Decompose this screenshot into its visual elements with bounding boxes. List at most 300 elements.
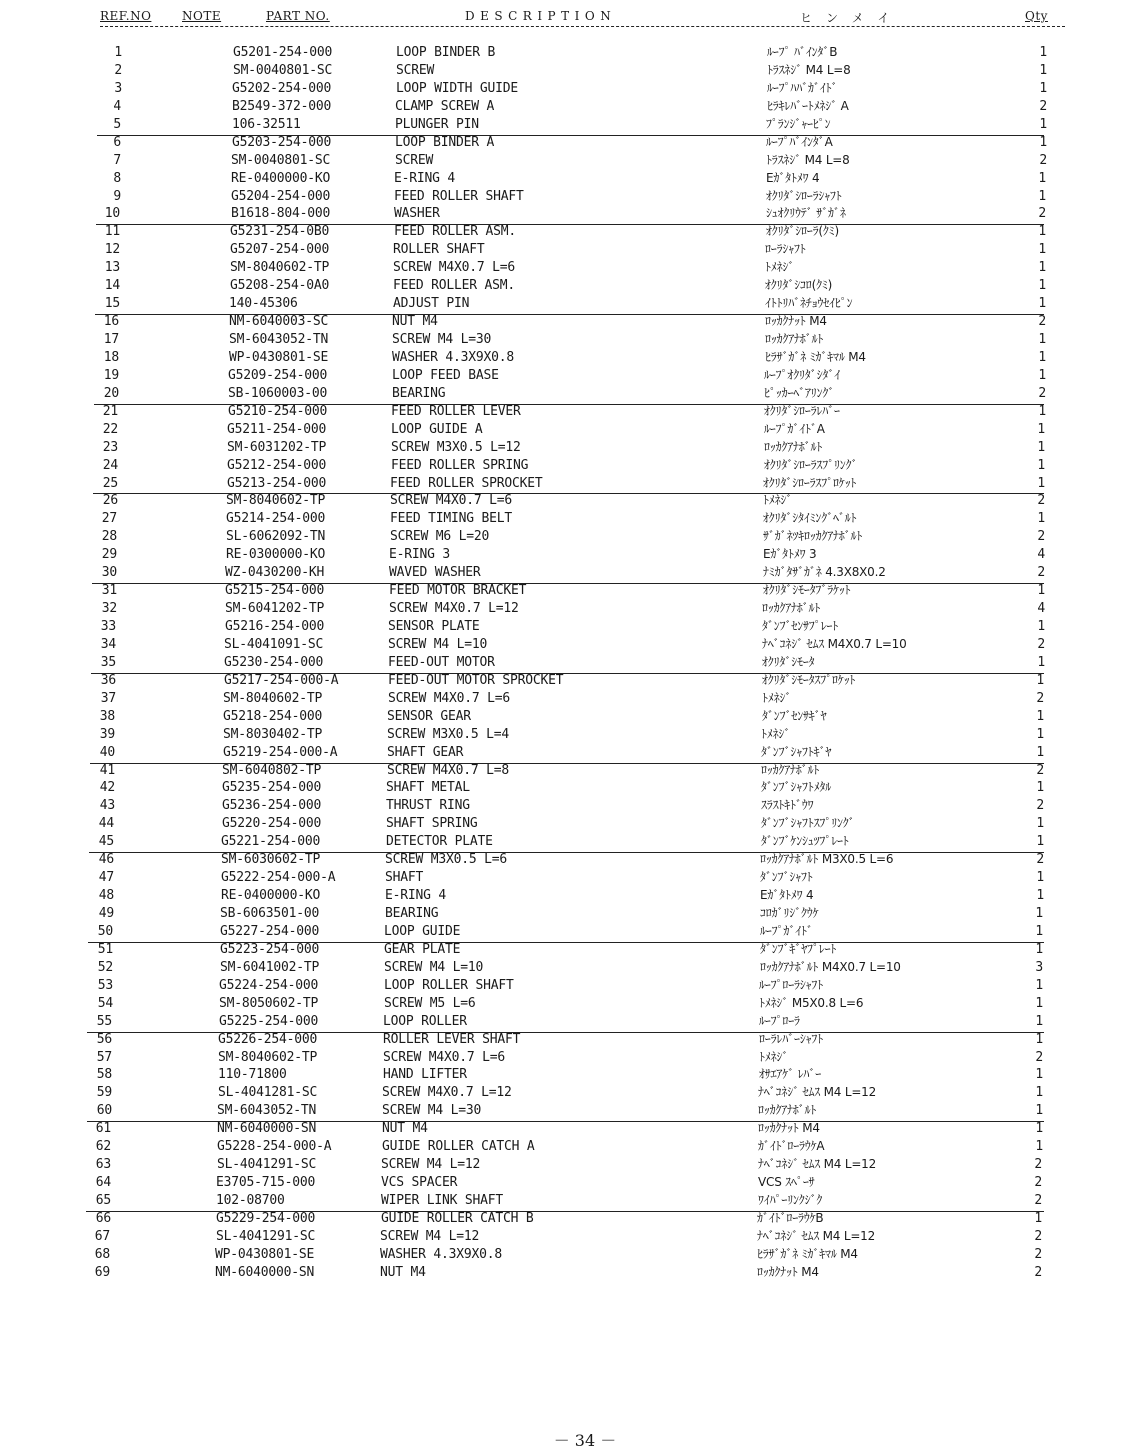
qty-cell: 2 <box>1037 529 1045 545</box>
ref-no-cell: 47 <box>98 870 114 886</box>
part-no-cell: G5226-254-000 <box>218 1031 318 1047</box>
ref-no-cell: 67 <box>94 1228 110 1244</box>
table-row <box>0 636 1142 654</box>
description-cell: CLAMP SCREW A <box>395 98 495 114</box>
kana-name-cell: ﾙｰﾌﾟﾛｰﾗｼｬﾌﾄ <box>759 977 824 992</box>
qty-cell: 4 <box>1037 601 1045 617</box>
description-cell: LOOP WIDTH GUIDE <box>396 80 519 96</box>
description-cell: SHAFT <box>385 870 424 886</box>
qty-cell: 1 <box>1035 1121 1043 1137</box>
description-cell: E-RING 4 <box>385 888 447 904</box>
description-cell: SCREW M3X0.5 L=6 <box>385 852 508 868</box>
table-row <box>0 295 1142 313</box>
kana-name-cell: ｵｸﾘﾀﾞｼﾓｰﾀﾌﾞﾗｹｯﾄ <box>763 583 851 598</box>
table-row <box>0 205 1142 223</box>
ref-no-cell: 56 <box>96 1031 112 1047</box>
ref-no-cell: 51 <box>97 941 113 957</box>
qty-cell: 2 <box>1034 1264 1042 1280</box>
description-cell: SCREW M4 L=12 <box>380 1228 480 1244</box>
qty-cell: 1 <box>1038 170 1046 186</box>
part-no-cell: SB-1060003-00 <box>228 385 328 401</box>
kana-name-cell: ﾅﾍﾞｺﾈｼﾞ ｾﾑｽ M4 L=12 <box>757 1228 876 1243</box>
ref-no-cell: 6 <box>113 134 121 150</box>
table-row <box>0 815 1142 833</box>
qty-cell: 2 <box>1034 1193 1042 1208</box>
kana-name-cell: ﾀﾞﾝﾌﾞｹﾝｼｭﾂﾌﾟﾚｰﾄ <box>761 834 849 849</box>
part-no-cell: SB-6063501-00 <box>220 906 320 921</box>
table-row <box>0 1120 1142 1138</box>
ref-no-cell: 65 <box>95 1193 111 1208</box>
qty-cell: 1 <box>1038 224 1046 240</box>
part-no-cell: 102-08700 <box>216 1193 285 1208</box>
header-kana-name: ヒンメイ <box>800 11 904 25</box>
part-no-cell: G5229-254-000 <box>216 1210 316 1226</box>
description-cell: LOOP GUIDE A <box>391 421 483 437</box>
kana-name-cell: ﾋﾗｻﾞｶﾞﾈ ﾐｶﾞｷﾏﾙ M4 <box>765 349 866 364</box>
description-cell: GEAR PLATE <box>384 941 461 957</box>
description-cell: SCREW M4X0.7 L=12 <box>382 1085 512 1101</box>
kana-name-cell: ｲﾄﾄﾘﾊﾞﾈﾁｮｳｾｲﾋﾟﾝ <box>765 296 853 311</box>
kana-name-cell: ﾄﾗｽﾈｼﾞ M4 L=8 <box>766 152 850 167</box>
part-no-cell: 140-45306 <box>229 296 298 312</box>
ref-no-cell: 4 <box>113 98 121 114</box>
table-row <box>0 1138 1142 1156</box>
qty-cell: 1 <box>1036 708 1044 724</box>
part-no-cell: G5204-254-000 <box>231 188 331 204</box>
description-cell: ROLLER LEVER SHAFT <box>383 1031 521 1047</box>
part-no-cell: G5221-254-000 <box>221 834 321 850</box>
kana-name-cell: ｺﾛｶﾞﾘｼﾞｸｳｹ <box>760 906 819 920</box>
table-row <box>0 905 1142 923</box>
ref-no-cell: 25 <box>102 475 118 491</box>
part-no-cell: RE-0400000-KO <box>231 170 331 186</box>
ref-no-cell: 36 <box>100 672 116 688</box>
table-row <box>0 672 1142 690</box>
part-no-cell: SL-4041091-SC <box>224 636 324 652</box>
part-no-cell: RE-0400000-KO <box>221 888 321 904</box>
description-cell: NUT M4 <box>382 1121 428 1137</box>
ref-no-cell: 2 <box>114 62 122 78</box>
ref-no-cell: 9 <box>113 188 121 204</box>
qty-cell: 1 <box>1034 1210 1042 1226</box>
kana-name-cell: ﾋﾟｯｶｰﾍﾞｱﾘﾝｸﾞ <box>764 385 835 400</box>
table-header <box>100 6 1065 27</box>
ref-no-cell: 68 <box>94 1246 110 1262</box>
part-no-cell: SM-6041202-TP <box>225 601 325 617</box>
ref-no-cell: 8 <box>113 170 121 186</box>
qty-cell: 1 <box>1038 260 1046 276</box>
qty-cell: 2 <box>1037 636 1045 652</box>
description-cell: SCREW M4 L=30 <box>382 1103 482 1119</box>
part-no-cell: WP-0430801-SE <box>215 1246 315 1262</box>
ref-no-cell: 46 <box>98 852 114 868</box>
part-no-cell: SM-8040602-TP <box>230 260 330 276</box>
kana-name-cell: ﾛｯｶｸﾅｯﾄ M4 <box>758 1121 820 1136</box>
kana-name-cell: ﾀﾞﾝﾌﾞｼｬﾌﾄﾒﾀﾙ <box>761 780 832 795</box>
table-row <box>0 869 1142 887</box>
kana-name-cell: ﾀﾞﾝﾌﾞｾﾝｻﾌﾟﾚｰﾄ <box>762 619 839 633</box>
table-row <box>0 1084 1142 1102</box>
qty-cell: 1 <box>1035 941 1043 957</box>
qty-cell: 1 <box>1038 332 1046 347</box>
qty-cell: 1 <box>1038 278 1046 294</box>
part-no-cell: G5211-254-000 <box>227 421 327 437</box>
ref-no-cell: 53 <box>97 977 113 993</box>
description-cell: WASHER <box>394 206 440 222</box>
qty-cell: 2 <box>1037 565 1045 581</box>
kana-name-cell: ﾀﾞﾝﾌﾞｼｬﾌﾄｷﾞﾔ <box>761 744 832 759</box>
kana-name-cell: ﾛｰﾗｼｬﾌﾄ <box>765 242 806 257</box>
kana-name-cell: ﾄﾒﾈｼﾞ <box>759 1049 789 1064</box>
ref-no-cell: 30 <box>101 565 117 581</box>
header-part-no: PART NO. <box>266 9 330 23</box>
kana-name-cell: ﾀﾞﾝﾌﾞｾﾝｻｷﾞﾔ <box>762 708 827 723</box>
kana-name-cell: ｵｸﾘﾀﾞｼﾓｰﾀ <box>762 654 815 669</box>
header-qty: Qty <box>1025 9 1048 23</box>
table-row <box>0 44 1142 62</box>
qty-cell: 1 <box>1038 349 1046 365</box>
ref-no-cell: 5 <box>113 116 121 132</box>
qty-cell: 2 <box>1034 1228 1042 1244</box>
part-no-cell: RE-0300000-KO <box>226 547 326 563</box>
table-row <box>0 492 1142 510</box>
qty-cell: 2 <box>1036 852 1044 868</box>
table-row <box>0 80 1142 98</box>
part-no-cell: G5216-254-000 <box>225 619 325 634</box>
part-no-cell: G5210-254-000 <box>228 403 328 419</box>
ref-no-cell: 43 <box>99 798 115 814</box>
qty-cell: 1 <box>1037 511 1045 527</box>
part-no-cell: G5208-254-0A0 <box>230 278 330 294</box>
ref-no-cell: 19 <box>103 367 119 383</box>
qty-cell: 1 <box>1039 80 1047 96</box>
description-cell: FEED ROLLER SPRING <box>391 457 529 473</box>
ref-no-cell: 13 <box>104 260 120 276</box>
part-no-cell: SM-8040602-TP <box>226 493 326 509</box>
qty-cell: 1 <box>1036 888 1044 904</box>
description-cell: VCS SPACER <box>381 1175 458 1191</box>
kana-name-cell: ｵｸﾘﾀﾞｼﾛｰﾗｽﾌﾟﾘﾝｸﾞ <box>764 457 858 472</box>
description-cell: FEED ROLLER SHAFT <box>394 188 524 204</box>
kana-name-cell: Eｶﾞﾀﾄﾒﾜ 4 <box>766 170 820 185</box>
description-cell: BEARING <box>392 385 446 401</box>
kana-name-cell: ﾙｰﾌﾟ ﾊﾞｲﾝﾀﾞB <box>767 45 838 59</box>
description-cell: SCREW M4X0.7 L=6 <box>390 493 513 509</box>
kana-name-cell: ﾙｰﾌﾟﾊﾞｲﾝﾀﾞA <box>766 134 833 149</box>
description-cell: SCREW M4X0.7 L=6 <box>383 1049 506 1065</box>
kana-name-cell: ﾀﾞﾝﾌﾞｼｬﾌﾄ <box>760 870 813 885</box>
kana-name-cell: ﾙｰﾌﾟﾛｰﾗ <box>759 1013 800 1028</box>
description-cell: FEED-OUT MOTOR <box>388 654 495 670</box>
ref-no-cell: 33 <box>100 619 116 634</box>
table-row <box>0 654 1142 672</box>
ref-no-cell: 58 <box>96 1067 112 1083</box>
qty-cell: 3 <box>1035 959 1043 975</box>
qty-cell: 1 <box>1035 906 1043 921</box>
qty-cell: 1 <box>1039 134 1047 150</box>
description-cell: LOOP BINDER B <box>396 45 496 60</box>
qty-cell: 1 <box>1035 1085 1043 1101</box>
part-no-cell: NM-6040000-SN <box>215 1264 315 1280</box>
description-cell: SCREW M4 L=12 <box>381 1157 481 1173</box>
ref-no-cell: 32 <box>101 601 117 617</box>
qty-cell: 1 <box>1036 780 1044 796</box>
description-cell: LOOP ROLLER SHAFT <box>384 977 514 993</box>
description-cell: WIPER LINK SHAFT <box>381 1193 504 1208</box>
table-row <box>0 779 1142 797</box>
qty-cell: 1 <box>1036 870 1044 886</box>
part-no-cell: G5235-254-000 <box>222 780 322 796</box>
qty-cell: 1 <box>1036 744 1044 760</box>
table-row <box>0 98 1142 116</box>
table-row <box>0 941 1142 959</box>
kana-name-cell: ﾄﾒﾈｼﾞ <box>762 690 792 705</box>
ref-no-cell: 50 <box>97 923 113 939</box>
ref-no-cell: 22 <box>102 421 118 437</box>
kana-name-cell: ﾋﾗｻﾞｶﾞﾈ ﾐｶﾞｷﾏﾙ M4 <box>757 1246 858 1261</box>
kana-name-cell: ﾀﾞﾝﾌﾞｷﾞﾔﾌﾟﾚｰﾄ <box>760 941 837 956</box>
table-row <box>0 528 1142 546</box>
part-no-cell: SL-4041291-SC <box>217 1157 317 1173</box>
qty-cell: 1 <box>1036 816 1044 832</box>
part-no-cell: G5224-254-000 <box>219 977 319 993</box>
ref-no-cell: 18 <box>103 349 119 365</box>
kana-name-cell: ﾙｰﾌﾟｶﾞｲﾄﾞA <box>764 421 825 436</box>
ref-no-cell: 37 <box>100 690 116 706</box>
part-no-cell: NM-6040000-SN <box>217 1121 317 1137</box>
part-no-cell: G5202-254-000 <box>232 80 332 96</box>
table-row <box>0 546 1142 564</box>
qty-cell: 1 <box>1038 367 1046 383</box>
table-row <box>0 977 1142 995</box>
kana-name-cell: ﾛｯｶｸｱﾅﾎﾞﾙﾄ <box>764 439 823 454</box>
part-no-cell: G5236-254-000 <box>222 798 322 814</box>
part-no-cell: SL-4041281-SC <box>218 1085 318 1101</box>
ref-no-cell: 57 <box>96 1049 112 1065</box>
qty-cell: 1 <box>1037 421 1045 437</box>
table-row <box>0 241 1142 259</box>
qty-cell: 1 <box>1037 654 1045 670</box>
table-row <box>0 1264 1142 1282</box>
ref-no-cell: 26 <box>102 493 118 509</box>
description-cell: LOOP BINDER A <box>395 134 495 150</box>
ref-no-cell: 42 <box>99 780 115 796</box>
ref-no-cell: 63 <box>95 1157 111 1173</box>
kana-name-cell: ﾅﾍﾞｺﾈｼﾞ ｾﾑｽ M4 L=12 <box>758 1085 877 1100</box>
part-no-cell: G5231-254-0B0 <box>230 224 330 240</box>
table-row <box>0 385 1142 403</box>
table-row <box>0 833 1142 851</box>
kana-name-cell: ﾄﾒﾈｼﾞ M5X0.8 L=6 <box>759 995 864 1010</box>
part-no-cell: SM-6043052-TN <box>217 1103 317 1119</box>
kana-name-cell: ﾜｲﾊﾟｰﾘﾝｸｼﾞｸ <box>758 1193 823 1207</box>
description-cell: GUIDE ROLLER CATCH A <box>382 1139 535 1155</box>
ref-no-cell: 24 <box>102 457 118 473</box>
qty-cell: 2 <box>1036 798 1044 814</box>
description-cell: FEED MOTOR BRACKET <box>389 583 527 599</box>
kana-name-cell: ﾅﾍﾞｺﾈｼﾞ ｾﾑｽ M4X0.7 L=10 <box>762 636 907 651</box>
description-cell: SCREW M4X0.7 L=8 <box>387 762 510 778</box>
table-row <box>0 1192 1142 1210</box>
kana-name-cell: Eｶﾞﾀﾄﾒﾜ 4 <box>760 888 814 903</box>
ref-no-cell: 1 <box>114 45 122 60</box>
table-row <box>0 1031 1142 1049</box>
table-row <box>0 475 1142 493</box>
ref-no-cell: 64 <box>95 1175 111 1191</box>
description-cell: GUIDE ROLLER CATCH B <box>381 1210 534 1226</box>
kana-name-cell: ﾛｯｶｸﾅｯﾄ M4 <box>757 1264 819 1279</box>
ref-no-cell: 61 <box>95 1121 111 1137</box>
description-cell: ROLLER SHAFT <box>393 242 485 258</box>
qty-cell: 2 <box>1036 762 1044 778</box>
part-no-cell: G5218-254-000 <box>223 708 323 724</box>
table-row <box>0 367 1142 385</box>
description-cell: SCREW M4X0.7 L=6 <box>388 690 511 706</box>
ref-no-cell: 27 <box>101 511 117 527</box>
description-cell: SCREW <box>395 152 434 168</box>
qty-cell: 1 <box>1038 296 1046 312</box>
description-cell: ADJUST PIN <box>393 296 470 312</box>
kana-name-cell: ﾛｯｶｸｱﾅﾎﾞﾙﾄ <box>762 601 821 616</box>
table-row <box>0 134 1142 152</box>
qty-cell: 2 <box>1034 1175 1042 1191</box>
kana-name-cell: ﾛｯｶｸｱﾅﾎﾞﾙﾄ M4X0.7 L=10 <box>760 959 901 974</box>
part-no-cell: E3705-715-000 <box>216 1175 316 1191</box>
part-no-cell: G5220-254-000 <box>222 816 322 832</box>
description-cell: BEARING <box>385 906 439 921</box>
header-ref-no: REF.NO <box>100 9 152 23</box>
description-cell: SCREW M6 L=20 <box>390 529 490 545</box>
qty-cell: 1 <box>1038 403 1046 419</box>
description-cell: SCREW M4 L=10 <box>384 959 484 975</box>
ref-no-cell: 52 <box>97 959 113 975</box>
ref-no-cell: 69 <box>94 1264 110 1280</box>
table-row <box>0 313 1142 331</box>
table-row <box>0 349 1142 367</box>
table-row <box>0 582 1142 600</box>
description-cell: FEED ROLLER ASM. <box>394 224 517 240</box>
description-cell: FEED-OUT MOTOR SPROCKET <box>388 672 564 688</box>
part-no-cell: G5217-254-000-A <box>224 672 339 688</box>
ref-no-cell: 29 <box>101 547 117 563</box>
ref-no-cell: 3 <box>114 80 122 96</box>
ref-no-cell: 38 <box>99 708 115 724</box>
description-cell: SENSOR GEAR <box>387 708 471 724</box>
ref-no-cell: 40 <box>99 744 115 760</box>
part-no-cell: SM-6040802-TP <box>222 762 322 778</box>
part-no-cell: SM-6031202-TP <box>227 439 327 455</box>
table-row <box>0 923 1142 941</box>
table-row <box>0 1156 1142 1174</box>
description-cell: SENSOR PLATE <box>388 619 480 634</box>
table-row <box>0 1246 1142 1264</box>
table-row <box>0 887 1142 905</box>
kana-name-cell: ｼｭｵｸﾘｳﾃﾞ ｻﾞｶﾞﾈ <box>766 206 846 221</box>
table-row <box>0 1049 1142 1067</box>
table-row <box>0 1066 1142 1084</box>
qty-cell: 1 <box>1037 583 1045 599</box>
qty-cell: 2 <box>1038 314 1046 330</box>
qty-cell: 1 <box>1036 726 1044 742</box>
part-no-cell: G5227-254-000 <box>220 923 320 939</box>
ref-no-cell: 23 <box>102 439 118 455</box>
kana-name-cell: ﾛｯｶｸｱﾅﾎﾞﾙﾄ M3X0.5 L=6 <box>760 852 894 867</box>
table-row <box>0 959 1142 977</box>
part-no-cell: SL-4041291-SC <box>216 1228 316 1244</box>
qty-cell: 1 <box>1038 242 1046 258</box>
kana-name-cell: ﾛｯｶｸｱﾅﾎﾞﾙﾄ <box>758 1103 817 1118</box>
description-cell: E-RING 3 <box>389 547 451 563</box>
description-cell: SCREW M4 L=10 <box>388 636 488 652</box>
description-cell: WASHER 4.3X9X0.8 <box>380 1246 503 1262</box>
qty-cell: 1 <box>1037 457 1045 473</box>
kana-name-cell: ﾙｰﾌﾟﾊﾊﾞｶﾞｲﾄﾞ <box>767 80 838 95</box>
ref-no-cell: 20 <box>103 385 119 401</box>
part-no-cell: SM-8050602-TP <box>219 995 319 1011</box>
part-no-cell: G5222-254-000-A <box>221 870 336 886</box>
table-row <box>0 277 1142 295</box>
qty-cell: 1 <box>1035 1031 1043 1047</box>
description-cell: FEED ROLLER LEVER <box>391 403 521 419</box>
kana-name-cell: VCS ｽﾍﾟｰｻ <box>758 1175 815 1190</box>
qty-cell: 1 <box>1036 672 1044 688</box>
ref-no-cell: 31 <box>101 583 117 599</box>
kana-name-cell: ﾛｯｶｸﾅｯﾄ M4 <box>765 314 827 329</box>
qty-cell: 1 <box>1039 116 1047 132</box>
part-no-cell: G5225-254-000 <box>219 1013 319 1029</box>
page-footer <box>0 1428 1142 1451</box>
kana-name-cell: ﾅﾍﾞｺﾈｼﾞ ｾﾑｽ M4 L=12 <box>758 1157 877 1172</box>
ref-no-cell: 62 <box>95 1139 111 1155</box>
ref-no-cell: 66 <box>95 1210 111 1226</box>
description-cell: SCREW M4X0.7 L=12 <box>389 601 519 617</box>
table-row <box>0 708 1142 726</box>
table-row <box>0 1174 1142 1192</box>
part-no-cell: B1618-804-000 <box>231 206 331 222</box>
part-no-cell: G5201-254-000 <box>233 45 333 60</box>
qty-cell: 1 <box>1035 1139 1043 1155</box>
table-row <box>0 331 1142 349</box>
table-row <box>0 421 1142 439</box>
description-cell: SHAFT SPRING <box>386 816 478 832</box>
qty-cell: 2 <box>1038 206 1046 222</box>
qty-cell: 1 <box>1037 619 1045 634</box>
kana-name-cell: ｽﾗｽﾄｷﾄﾞｳﾜ <box>761 798 814 813</box>
part-no-cell: SM-8030402-TP <box>223 726 323 742</box>
qty-cell: 1 <box>1039 45 1047 60</box>
qty-cell: 2 <box>1037 493 1045 509</box>
qty-cell: 2 <box>1036 690 1044 706</box>
kana-name-cell: ｵｸﾘﾀﾞｼﾛｰﾗｽﾌﾟﾛｹｯﾄ <box>763 475 857 490</box>
ref-no-cell: 17 <box>103 332 119 347</box>
description-cell: SHAFT GEAR <box>387 744 464 760</box>
qty-cell: 1 <box>1037 439 1045 455</box>
qty-cell: 1 <box>1035 923 1043 939</box>
qty-cell: 1 <box>1038 188 1046 204</box>
kana-name-cell: ｻﾞｶﾞﾈﾂｷﾛｯｶｸｱﾅﾎﾞﾙﾄ <box>763 529 863 544</box>
description-cell: THRUST RING <box>386 798 470 814</box>
kana-name-cell: ｶﾞｲﾄﾞﾛｰﾗｳｹB <box>757 1210 824 1225</box>
description-cell: SHAFT METAL <box>386 780 470 796</box>
table-row <box>0 744 1142 762</box>
kana-name-cell: ﾛｯｶｸｱﾅﾎﾞﾙﾄ <box>765 332 824 346</box>
kana-name-cell: ﾙｰﾌﾟｶﾞｲﾄﾞ <box>760 923 813 938</box>
table-row <box>0 259 1142 277</box>
ref-no-cell: 49 <box>98 906 114 921</box>
kana-name-cell: ﾌﾟﾗﾝｼﾞｬｰﾋﾟﾝ <box>766 116 831 131</box>
table-row <box>0 152 1142 170</box>
ref-no-cell: 35 <box>100 654 116 670</box>
